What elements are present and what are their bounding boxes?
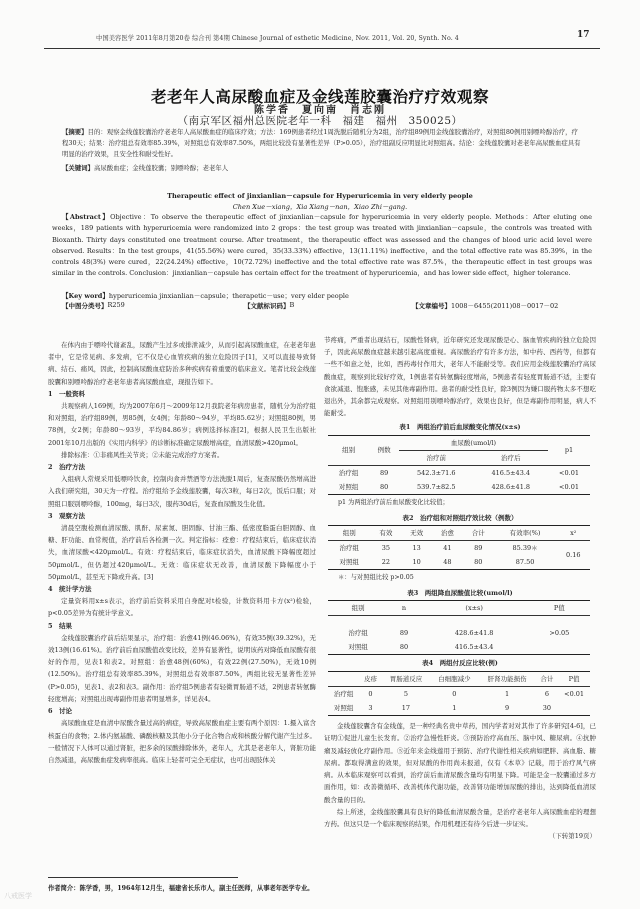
- english-keywords-text: hyperuricemia jinxianlian－capsule；therapetic－use；very elder people: [108, 292, 349, 300]
- body-left-column: [48, 339, 316, 766]
- t1-header-before: 治疗前: [426, 453, 446, 462]
- table-row: 治疗组 0 5 0 1 6 <0.01: [333, 689, 585, 698]
- footnote-rule: [48, 877, 238, 878]
- english-title: Therapeutic effect of jinxianlian－capsule for Hyperuricemia in very elderly people: [167, 192, 473, 200]
- english-abstract-text: Objective：To observe the therapeutic effect of jinxianlian－capsule for hyperuricemia in very elderly people. Methods：After eluting one weeks，189 patients with hyperuricemia were randomized into 2 grops：the test group was treated with jinxianlian－capsule，the controls was treated with Bioxanth. Thirty days constituted one treatment course. After treatment，the therapeutic effect was assessed and the changes of blood uric acid level were observed. Results：In the test groups，41(55.56%) were cured，35(33.33%) effective，13(11.11%) ineffective，and the total effective rate was 85.39%，in the controls 48(3%) were cured，22(24.24%) effective，10(72.72%) ineffective and the total effective rate was 87.5%，the therapeutic effect in test groups was similar in the controls. Conclusion：jinxianlian－capsule has certain effect for the treatment of hyperuricemia，and has lower side effect，higher tolerance.: [52, 213, 592, 278]
- body-right-column: [324, 334, 596, 842]
- table-4-caption: 表4 两组付反应比较(例): [422, 659, 498, 668]
- author-footnote: 作者简介：陈学香，男，1964年12月生，福建省长乐市人，副主任医师，从事老年医学专业。: [48, 885, 314, 892]
- table-row: 治疗组 89 542.3±71.6 416.5±43.4 <0.01: [338, 469, 579, 478]
- t1-header-group: 组别: [342, 446, 356, 455]
- table-1-caption: 表1 两组治疗前后血尿酸变化情况(x±s): [399, 423, 521, 432]
- abstract-text: 目的：观察金线莲胶囊治疗老老年人高尿酸血症的临床疗效；方法：169例患者经过1周洗脱后随机分为2组，治疗组89例用金线莲胶囊治疗，对照组80例用别嘌呤醇治疗，疗程30天；结果：治疗组总有效率85.39%，对照组总有效率87.50%，两组比较没有显著性差异（P>0.05），治疗组副反应明显比对照组高。结论：金线莲胶囊对老老年高尿酸血症具有明显的治疗效果，且安全性和耐受性好。: [62, 128, 581, 159]
- table-2: 组别 有效 无效 治愈 合计 有效率(%) x² 治疗组 35 13 41 89 85.39＊ 0.16 对照组 22 10 48 80 87.50: [328, 525, 590, 571]
- t3-p-value: >0.05: [549, 629, 570, 638]
- header-rule: [44, 48, 600, 49]
- section-heading-4: 4 统计学方法: [48, 585, 92, 594]
- section-heading-2: 2 治疗方法: [48, 463, 86, 472]
- page-number: 17: [577, 30, 590, 40]
- section-5-text: 金线莲胶囊治疗前后结果显示，治疗组：治愈41例(46.06%)，有效35例(39.32%)，无效13例(16.61%)。治疗前后血尿酸值改变比较，差异有显著性，说明该药对降低血尿酸有很好的作用，见表1和表2。对照组：治愈48例(60%)，有效22例(27.50%)，无效10例(12.50%)。治疗组总有效率85.39%，对照组总有效率87.50%，两组比较无显著性差异(P>0.05)，见表1、表2和表3。副作用：治疗组5例患者有轻微胃肠道不适，2例患者转氨酶轻度增高；对照组出现毒副作用患者明显增多，详见表4。: [48, 633, 316, 703]
- english-authors: Chen Xue－xiang，Xia Xiang－nan，Xiao Zhi－gang.: [232, 203, 408, 211]
- abstract-label: 【摘要】: [62, 128, 88, 136]
- table-1-note: p1 为两组治疗前后血尿酸变化比较值；: [338, 499, 449, 507]
- t1-header-after: 治疗后: [501, 453, 521, 462]
- english-abstract: [52, 212, 592, 280]
- table-2-note: ＊：与对照组比较 p>0.05: [338, 574, 414, 582]
- t1-header-uric: 血尿酸(umol/l): [399, 435, 548, 450]
- table-row: 对照组 3 17 1 9 30: [328, 701, 590, 716]
- table-1: [328, 435, 590, 496]
- clc-number: 【中图分类号】 R259: [62, 301, 125, 310]
- exclusion-criteria: 排除标准：①非痛风性关节炎；②未能完成治疗方案者。: [61, 450, 224, 459]
- running-head: 中国美容医学 2011年8月第20卷 综合刊 第4期 Chinese Journal of esthetic Medicine, Nov. 2011, Vol. 20, Synth. No. 4: [96, 35, 459, 42]
- continued-on-page: （下转第19页）: [548, 832, 596, 841]
- table-row: 对照组 22 10 48 80 87.50: [328, 555, 590, 570]
- table-3: 组别 n (x±s) P值 治疗组 89 428.6±41.8 >0.05 对照组 80 416.5±43.4: [328, 600, 590, 656]
- article-authors: 陈学香 夏向南 肖志刚: [254, 105, 386, 116]
- table-row: 治疗组 89 428.6±41.8 >0.05: [328, 626, 590, 640]
- keywords-text: 高尿酸血症；金线莲胶囊；别嘌呤醇；老老年人: [93, 164, 229, 172]
- english-keywords-label: 【Key word】: [62, 292, 109, 300]
- section-4-text: 定量资料用x±s表示，治疗前后资料采用自身配对t检验，计数资料用卡方(x²)检验，p<0.05差异为有统计学意义。: [48, 597, 316, 618]
- section-1-text: 共观察病人169例，均为2007年6月～2009年12月我院老年病房患者，随机分为治疗组和对照组，治疗组89例，男85例，女4例；年龄80～94岁，平均85.62岁；对照组80例，男78例，女2例；年龄80～93岁，平均84.86岁；病例选择标准[2]，根据人民卫生出版社2001年10月出版的《实用内科学》的诊断标准确定尿酸增高症，血清尿酸>420μmol。: [48, 402, 316, 447]
- t1-header-p: p1: [564, 446, 574, 455]
- article-title: 老老年人高尿酸血症及金线莲胶囊治疗疗效观察: [150, 88, 490, 106]
- article-affiliation: （南京军区福州总医院老年一科 福建 福州 350025）: [177, 115, 463, 127]
- section-heading-5: 5 结果: [48, 621, 73, 630]
- section-6-text: 高尿酸血症是血清中尿酸含量过高的病症，导致高尿酸血症主要有两个原因：1.摄入富含核蛋白的食物；2.体内氨基酸、磷酸核糖及其他小分子化合物合成和核酸分解代谢产生过多。一般情况下人体可以通过肾脏，把多余的尿酸排除体外，老年人，尤其是老老年人，肾脏功能自然减退，高尿酸血症发病率很高。临床上轻者可完全无症状，也可出现肢体关: [48, 719, 316, 764]
- table-3-caption: 表3 两组降血尿酸值比较(umol/l): [407, 588, 513, 597]
- section-heading-1: 1 一般资料: [48, 389, 86, 398]
- chi-square-value: 0.16: [566, 551, 581, 560]
- intro-paragraph: 在体内由于嘌呤代谢紊乱，尿酸产生过多或排泄减少，从而引起高尿酸血症，在老老年患者中，它是常见病、多发病，它不仅是心血管疾病的独立危险因子[1]，又可以直接导致肾病、结石、痛风，因此，控制高尿酸血症防治多种疾病有着重要的临床意义。笔者比较金线莲胶囊和别嘌呤醇治疗老老年患者高尿酸血症，现报告如下。: [48, 341, 316, 386]
- chinese-keywords: [62, 163, 582, 172]
- article-number: 【文章编号】 1008－6455(2011)08－0017－02: [412, 302, 559, 310]
- section-heading-6: 6 讨论: [48, 707, 73, 716]
- chinese-abstract: [62, 127, 582, 161]
- english-abstract-label: 【Abstract】: [62, 213, 111, 221]
- table-2-caption: 表2 治疗组和对照组疗效比较（例数）: [402, 513, 518, 522]
- continued-paragraph: 节疼痛，严重者出现结石，尿酸性肾病，近年研究还发现尿酸是心、脑血管疾病的独立危险因子，因此高尿酸血症越来越引起高度重视。高尿酸治疗有许多方法，如中药、西药等，但都有一些不如意之处，比如，西药毒付作用大，老年人不能耐受等。我们应用金线莲胶囊治疗高尿酸血症，观察到比较好疗效，1例患者有转氨酶轻度增高，5例患者有轻度胃肠道不适，主要有食欲减退、饱胀感，未见其他毒副作用。患者的耐受性良好，除3例因为嫌口服药物太多不想吃退出外，其余都完成观察。对照组用别嘌呤醇治疗，效果也良好，但是毒副作用明显，病人不能耐受。: [324, 336, 596, 418]
- table-4: 皮疹 胃肠道反应 白细胞减少 肝肾功能损伤 合计 P值 治疗组 0 5 0 1 6 <0.01 对照组 3 17 1 9 30: [328, 671, 590, 717]
- table-row: 对照组 80 539.7±82.5 428.6±41.8 <0.01: [328, 480, 590, 495]
- section-heading-3: 3 观察方法: [48, 511, 86, 520]
- english-keywords: [62, 290, 582, 300]
- table-row: 对照组 80 416.5±43.4: [328, 640, 590, 655]
- keywords-label: 【关键词】: [62, 164, 94, 172]
- discussion-paragraph-3: 综上所述，金线莲胶囊具有良好的降低血清尿酸含量，是治疗老老年人高尿酸血症的理想方药。但这只是一个临床观察的结果，作用机理还有待今后进一步证实。: [324, 807, 596, 828]
- section-3-text: 清晨空腹检测血清尿酸、肌酐、尿素氮、胆固醇、甘油三酯、低密度脂蛋白胆固醇、血糖、肝功能、血常规值，治疗前后各检测一次。判定指标：痊愈：疗程结束后，临床症状消失，血清尿酸<420μmol/L。有效：疗程结束后，临床症状消失，血清尿酸下降幅度超过50μmol/L，但仍超过420μmol/L。无效：临床症状无改善，血清尿酸下降幅度小于50μmol/L，甚至无下降或升高。[3]: [48, 524, 316, 581]
- document-code: 【文献标识码】 B: [244, 301, 295, 310]
- discussion-paragraph-2: 金线莲胶囊含有金线莲，是一种经典名贵中草药，国内学者对对其作了许多研究[4-6]，已证明①促进儿童生长发育。②治疗急慢性肝炎。③预防治疗高血压、脑中风、糖尿病。④抗肿瘤及减轻放化疗副作用。⑤近年来金线莲用于预防、治疗代谢性相关疾病如肥胖、高血脂、糖尿病。都取得满意的效果，但对尿酸的作用尚未报道，仅有《本草》记载，用于治疗风气痹病。从本临床观察可以看到，治疗前后血清尿酸含量均有明显下降。可能是金一胶囊通过多方面作用，如：改善微循环、改善机体代谢功能，改善肾功能增加尿酸的排出，达到降低血清尿酸含量的目的。: [324, 722, 596, 804]
- t1-header-n: 例数: [377, 446, 391, 455]
- table-row: 治疗组 35 13 41 89 85.39＊ 0.16: [328, 541, 590, 556]
- watermark: 八戒医学: [4, 892, 32, 900]
- section-2-text: 入组病人常规采用低嘌呤饮食，控制肉食并禁酒等方法洗脱1周后，复查尿酸仍然增高进入我们研究组，30天为一疗程。治疗组给予金线莲胶囊，每次3粒，每日2次，饭后口服；对照组口服别嘌呤醇，100mg，每日3次，服药30d后，复查血尿酸及生化值。: [48, 475, 316, 508]
